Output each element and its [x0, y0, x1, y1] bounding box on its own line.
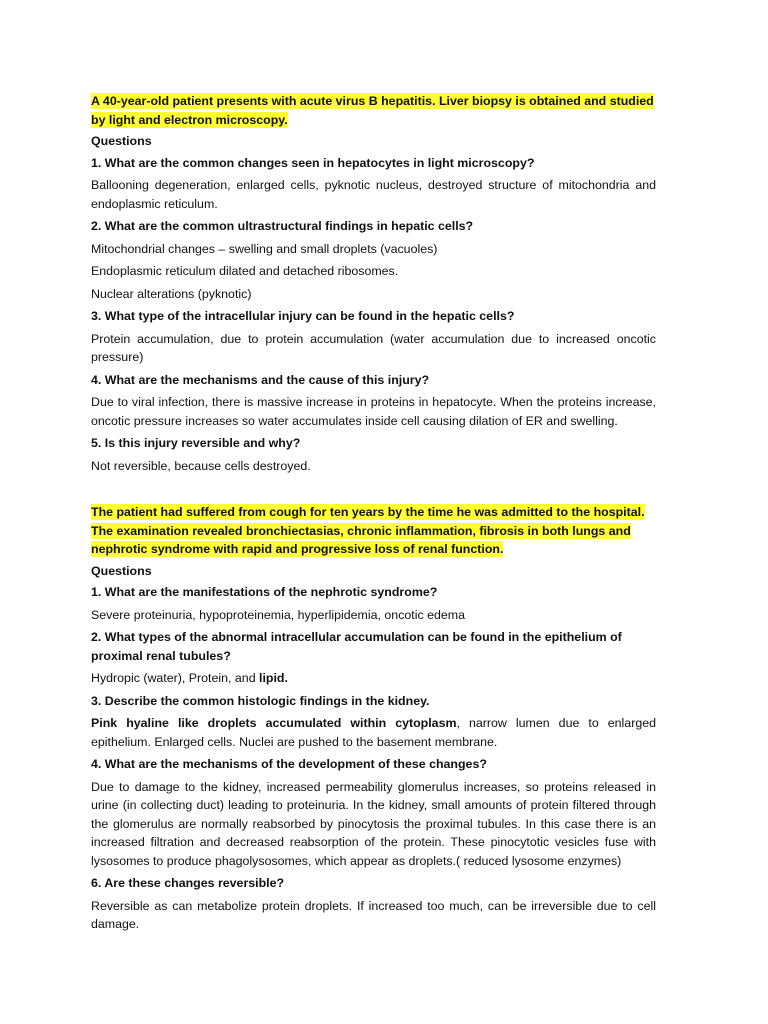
case-2 — [91, 503, 656, 934]
case-1-questions-heading: Questions — [91, 134, 152, 148]
answer-emphasis: Pink hyaline like droplets accumulated within cytoplasm — [91, 716, 457, 730]
case-2-question-2: 2. What types of the abnormal intracellular accumulation can be found in the epithelium of proximal renal tubules? — [91, 630, 622, 663]
answer-text: , narrow lumen due to enlarged epithelium. Enlarged cells. Nuclei are pushed to the basement membrane. — [91, 716, 656, 749]
case-2-title — [91, 503, 656, 559]
answer-line: Not reversible, because cells destroyed. — [91, 458, 311, 473]
answer-line: Mitochondrial changes – swelling and small droplets (vacuoles) — [91, 241, 438, 256]
answer-line: Nuclear alterations (pyknotic) — [91, 286, 252, 301]
case-2-title-text: The patient had suffered from cough for ten years by the time he was admitted to the hospital. The examination revealed bronchiectasias, chronic inflammation, fibrosis in both lungs and nephrotic syndrome with rapid and progressive loss of renal function. — [91, 505, 645, 556]
answer-line: Severe proteinuria, hypoproteinemia, hyperlipidemia, oncotic edema — [91, 607, 465, 622]
answer-line: Ballooning degeneration, enlarged cells, pyknotic nucleus, destroyed structure of mitochondria and endoplasmic reticulum. — [91, 178, 656, 211]
case-1 — [91, 92, 656, 475]
case-1-answer-2 — [91, 240, 656, 304]
answer-line: Reversible as can metabolize protein droplets. If increased too much, can be irreversible due to cell damage. — [91, 898, 656, 931]
case-1-title-text: A 40-year-old patient presents with acute virus B hepatitis. Liver biopsy is obtained and studied by light and electron microscopy. — [91, 94, 654, 127]
case-2-answer-2 — [91, 669, 656, 688]
case-1-answer-5 — [91, 457, 656, 476]
case-2-question-4: 4. What are the mechanisms of the development of these changes? — [91, 757, 487, 771]
case-1-answer-4 — [91, 393, 656, 430]
answer-line — [91, 669, 656, 688]
case-2-questions-heading: Questions — [91, 563, 152, 578]
case-2-answer-6 — [91, 897, 656, 934]
answer-line: Protein accumulation, due to protein accumulation (water accumulation due to increased oncotic pressure) — [91, 331, 656, 364]
case-2-question-6: 6. Are these changes reversible? — [91, 876, 285, 890]
case-1-question-4: 4. What are the mechanisms and the cause of this injury? — [91, 372, 430, 387]
case-1-question-5: 5. Is this injury reversible and why? — [91, 436, 301, 450]
case-2-answer-3 — [91, 714, 656, 751]
case-1-question-3: 3. What type of the intracellular injury can be found in the hepatic cells? — [91, 309, 515, 323]
case-1-answer-1 — [91, 176, 656, 213]
answer-line — [91, 714, 656, 751]
case-2-answer-4 — [91, 778, 656, 871]
case-1-question-2: 2. What are the common ultrastructural findings in hepatic cells? — [91, 219, 474, 233]
answer-text: Hydropic (water), Protein, and — [91, 671, 260, 685]
case-2-question-1: 1. What are the manifestations of the nephrotic syndrome? — [91, 585, 438, 599]
answer-line: Due to damage to the kidney, increased permeability glomerulus increases, so proteins released in urine (in collecting duct) leading to proteinuria. In the kidney, small amounts of protein filtered through the glomerulus are normally reabsorbed by pinocytosis the proximal tubules. In this case there is an increased filtration and decreased reabsorption of the protein. These pinocytotic vesicles fuse with lysosomes to produce phagolysosomes, which appear as droplets.( reduced lysosome enzymes) — [91, 779, 656, 868]
case-separator — [91, 479, 656, 503]
answer-emphasis: lipid. — [259, 671, 288, 685]
answer-line: Due to viral infection, there is massive increase in proteins in hepatocyte. When the proteins increase, oncotic pressure increases so water accumulates inside cell causing dilation of ER and swelling. — [91, 395, 656, 428]
case-1-question-1: 1. What are the common changes seen in hepatocytes in light microscopy? — [91, 155, 535, 170]
answer-line: Endoplasmic reticulum dilated and detached ribosomes. — [91, 264, 399, 278]
case-2-answer-1 — [91, 606, 656, 625]
case-1-title — [91, 92, 656, 129]
case-2-question-3: 3. Describe the common histologic findings in the kidney. — [91, 693, 430, 708]
case-1-answer-3 — [91, 330, 656, 367]
